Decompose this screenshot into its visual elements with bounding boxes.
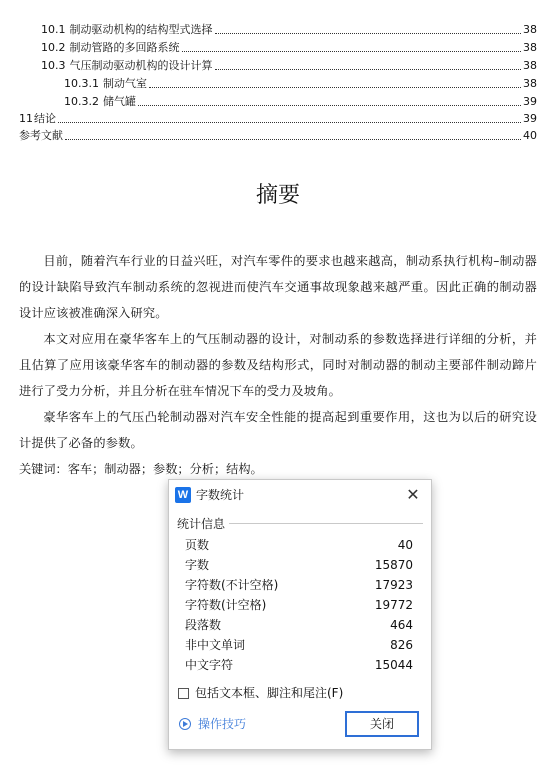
- stat-row-chars-no-spaces: [185, 575, 413, 595]
- stat-value: 15044: [374, 658, 413, 672]
- tips-link-label[interactable]: 操作技巧: [198, 717, 247, 731]
- toc-entry-page: 39: [523, 95, 537, 108]
- stat-label: 字符数(计空格): [185, 598, 267, 612]
- toc-leader-dots: [138, 105, 521, 106]
- toc-leader-dots: [215, 69, 522, 70]
- toc-entry-number: 10.1: [41, 23, 66, 36]
- toc-entry-number: 11: [19, 112, 33, 125]
- stat-label: 非中文单词: [185, 638, 246, 652]
- toc-entry[interactable]: [19, 111, 537, 127]
- stat-value: 19772: [374, 598, 413, 612]
- wps-writer-icon: W: [175, 487, 191, 503]
- include-textboxes-option[interactable]: [178, 685, 343, 701]
- toc-entry[interactable]: [19, 128, 537, 144]
- toc-entry[interactable]: [41, 40, 537, 56]
- stat-value: 17923: [374, 578, 413, 592]
- abstract-title: 摘要: [255, 183, 300, 208]
- toc-entry[interactable]: [64, 94, 537, 110]
- statistics-group-header: [177, 515, 423, 531]
- stat-value: 15870: [374, 558, 413, 572]
- stat-row-pages: [185, 535, 413, 555]
- toc-leader-dots: [58, 122, 521, 123]
- stat-value: 826: [390, 638, 413, 652]
- stat-row-paragraphs: [185, 615, 413, 635]
- tips-link[interactable]: [179, 716, 246, 732]
- stat-label: 字符数(不计空格): [185, 578, 279, 592]
- toc-entry-page: 38: [523, 41, 537, 54]
- toc-entry-page: 40: [523, 129, 537, 142]
- word-count-dialog: [168, 479, 432, 750]
- toc-entry[interactable]: [64, 76, 537, 92]
- abstract-paragraph: 本文对应用在豪华客车上的气压制动器的设计，对制动系的参数选择进行详细的分析，并且估算了应用该豪华客车的制动器的参数及结构形式，同时对制动器的制动主要部件制动蹄片进行了受力分析，并且分析在驻车情况下车的受力及坡角。: [19, 332, 537, 398]
- close-icon[interactable]: ✕: [406, 485, 420, 504]
- include-textboxes-label[interactable]: 包括文本框、脚注和尾注(F): [195, 686, 344, 700]
- toc-leader-dots: [65, 139, 521, 140]
- stat-label: 段落数: [185, 618, 222, 632]
- toc-entry-number: 10.3: [41, 59, 66, 72]
- toc-entry-page: 38: [523, 59, 537, 72]
- divider: [229, 523, 423, 524]
- keywords-line: 关键词：客车；制动器；参数；分析；结构。: [19, 462, 263, 476]
- stat-label: 字数: [185, 558, 210, 572]
- stat-row-chinese-chars: [185, 655, 413, 675]
- toc-entry-title: 制动管路的多回路系统: [69, 41, 180, 54]
- dialog-titlebar[interactable]: [169, 480, 431, 510]
- toc-entry-title: 储气罐: [103, 95, 136, 108]
- stat-row-chars-with-spaces: [185, 595, 413, 615]
- stat-label: 中文字符: [185, 658, 234, 672]
- toc-entry-title: 制动气室: [103, 77, 147, 90]
- toc-entry-number: 10.2: [41, 41, 66, 54]
- toc-entry[interactable]: [41, 58, 537, 74]
- toc-entry-number: 10.3.2: [64, 95, 99, 108]
- toc-entry-page: 39: [523, 112, 537, 125]
- stat-row-non-chinese-words: [185, 635, 413, 655]
- include-textboxes-checkbox[interactable]: [178, 688, 189, 699]
- toc-entry-title: 结论: [34, 112, 56, 125]
- toc-entry-title: 参考文献: [19, 129, 63, 142]
- stat-label: 页数: [185, 538, 210, 552]
- abstract-paragraph: 豪华客车上的气压凸轮制动器对汽车安全性能的提高起到重要作用，这也为以后的研究设计提供了必备的参数。: [19, 410, 537, 450]
- toc-entry-page: 38: [523, 77, 537, 90]
- dialog-title: 字数统计: [196, 488, 245, 502]
- stat-row-words: [185, 555, 413, 575]
- toc-entry-title: 制动驱动机构的结构型式选择: [69, 23, 213, 36]
- abstract-paragraph: 目前，随着汽车行业的日益兴旺，对汽车零件的要求也越来越高，制动系执行机构–制动器的设计缺陷导致汽车制动系统的忽视进而使汽车交通事故现象越来越严重。因此正确的制动器设计应该被准确深入研究。: [19, 254, 537, 320]
- toc-leader-dots: [149, 87, 521, 88]
- toc-entry-number: 10.3.1: [64, 77, 99, 90]
- toc-leader-dots: [182, 51, 522, 52]
- toc-leader-dots: [215, 33, 522, 34]
- statistics-group-label: 统计信息: [177, 516, 226, 531]
- close-button[interactable]: 关闭: [345, 711, 419, 737]
- toc-entry[interactable]: [41, 22, 537, 38]
- toc-entry-page: 38: [523, 23, 537, 36]
- stat-value: 40: [397, 538, 413, 552]
- stat-value: 464: [390, 618, 413, 632]
- toc-entry-title: 气压制动驱动机构的设计计算: [69, 59, 213, 72]
- play-circle-icon: [179, 718, 191, 730]
